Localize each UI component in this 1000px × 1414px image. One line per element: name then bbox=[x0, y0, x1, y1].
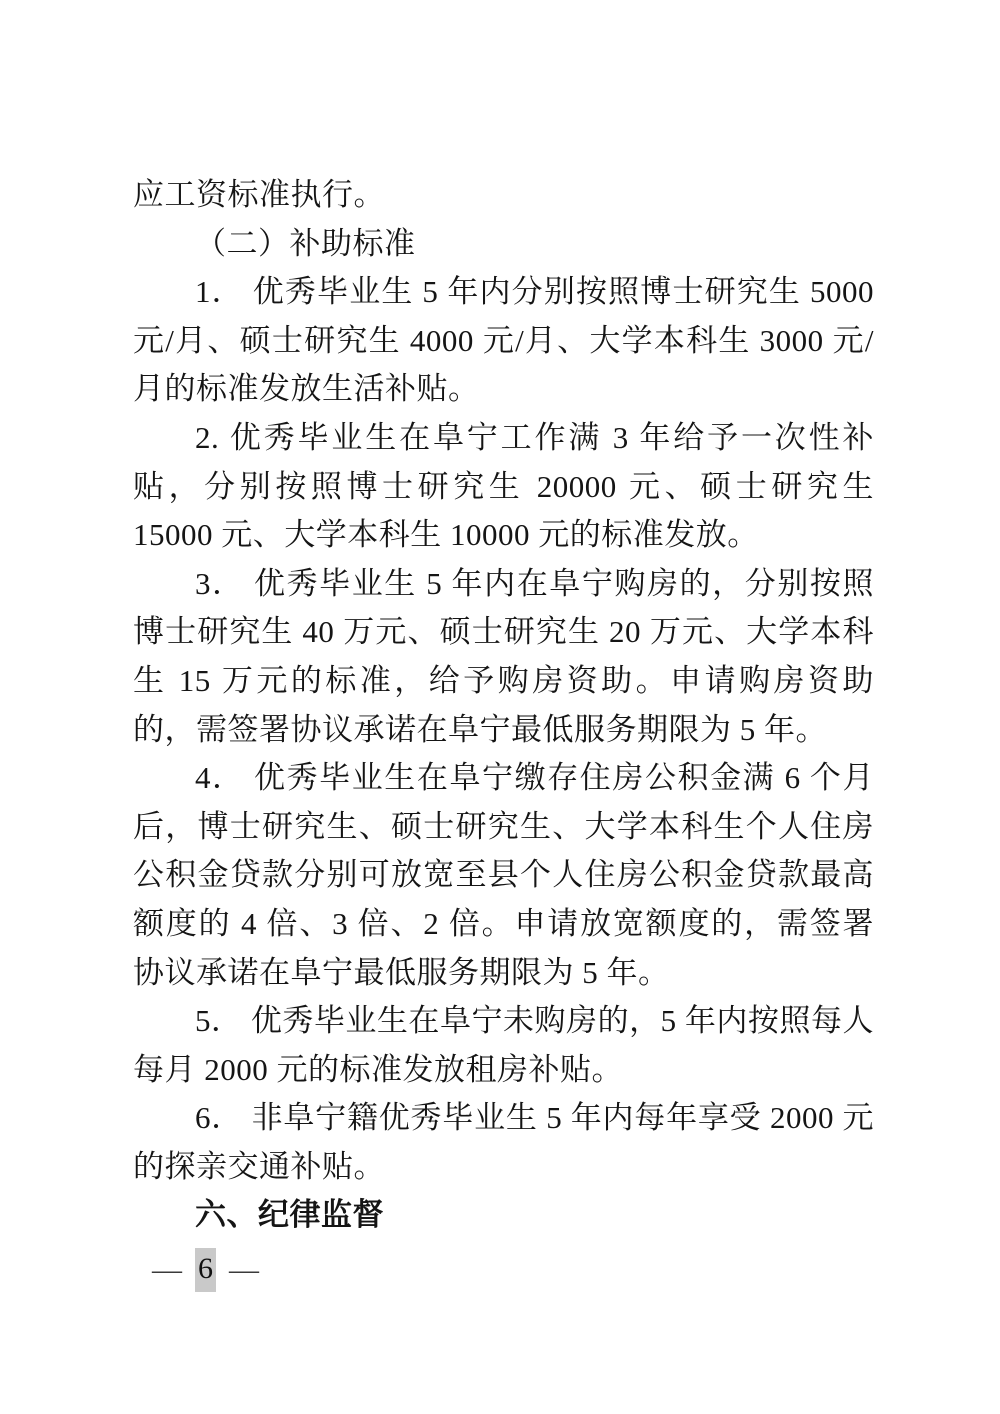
paragraph-continuation: 应工资标准执行。 bbox=[133, 177, 385, 212]
list-item-4-housing-fund-loan: 4． 优秀毕业生在阜宁缴存住房公积金满 6 个月后，博士研究生、硕士研究生、大学本科生个人住房公积金贷款分别可放宽至县个人住房公积金贷款最高额度的 4 倍、3 倍、2 倍。申请放宽额度的，需签署协议承诺在阜宁最低服务期限为 5 年。 bbox=[133, 760, 874, 990]
list-item-1-living-subsidy: 1． 优秀毕业生 5 年内分别按照博士研究生 5000 元/月、硕士研究生 4000 元/月、大学本科生 3000 元/月的标准发放生活补贴。 bbox=[133, 274, 874, 407]
footer-right-dash: — bbox=[229, 1253, 259, 1286]
subheading-subsidy-standard: （二）补助标准 bbox=[195, 225, 416, 261]
list-item-6-travel-subsidy: 6． 非阜宁籍优秀毕业生 5 年内每年享受 2000 元的探亲交通补贴。 bbox=[133, 1100, 874, 1184]
list-item-3-house-purchase-subsidy: 3． 优秀毕业生 5 年内在阜宁购房的，分别按照博士研究生 40 万元、硕士研究生 20 万元、大学本科生 15 万元的标准，给予购房资助。申请购房资助的，需签署协议承诺在阜宁最低服务期限为 5 年。 bbox=[133, 565, 874, 747]
page-footer bbox=[152, 1248, 259, 1292]
document-body bbox=[133, 171, 874, 1240]
page-number: 6 bbox=[195, 1248, 216, 1292]
list-item-2-onetime-subsidy: 2. 优秀毕业生在阜宁工作满 3 年给予一次性补贴，分别按照博士研究生 20000 元、硕士研究生 15000 元、大学本科生 10000 元的标准发放。 bbox=[133, 419, 874, 553]
section-heading-discipline-supervision: 六、纪律监督 bbox=[195, 1197, 384, 1233]
list-item-5-rent-subsidy: 5． 优秀毕业生在阜宁未购房的，5 年内按照每人每月 2000 元的标准发放租房补贴。 bbox=[133, 1003, 874, 1087]
footer-left-dash: — bbox=[152, 1253, 182, 1286]
